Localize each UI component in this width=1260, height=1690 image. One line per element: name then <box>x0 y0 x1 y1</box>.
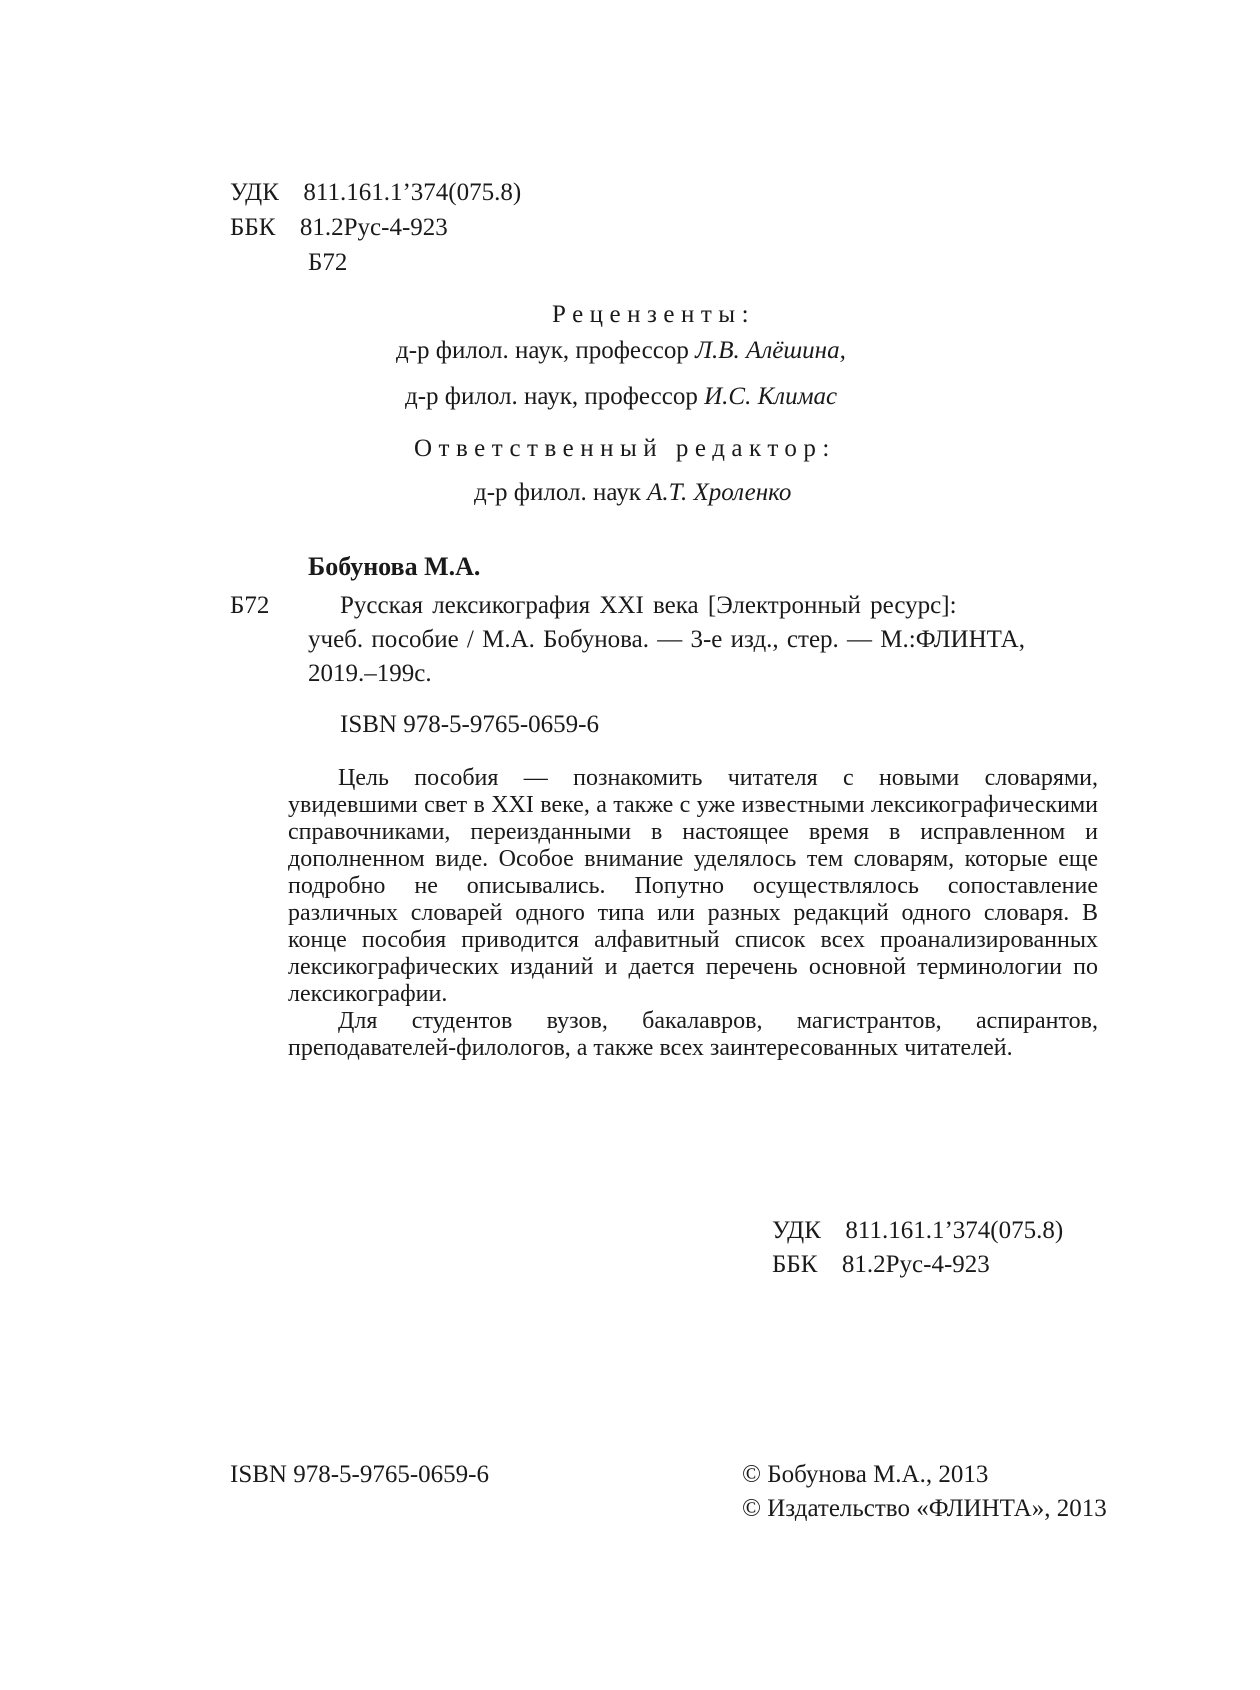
udk-top <box>230 180 521 205</box>
editor-prefix: д-р филол. наук <box>474 479 641 506</box>
bbk-bottom <box>772 1252 990 1277</box>
record-mark: Б72 <box>230 592 270 619</box>
editor-heading: Ответственный редактор: <box>414 435 836 462</box>
record-line-3: 2019.–199с. <box>308 660 432 687</box>
copyright-publisher: © Издательство «ФЛИНТА», 2013 <box>742 1495 1107 1522</box>
reviewer-2-prefix: д-р филол. наук, профессор <box>405 383 698 410</box>
reviewer-1-prefix: д-р филол. наук, профессор <box>396 337 689 364</box>
editor-name: А.Т. Хроленко <box>647 479 792 506</box>
reviewer-2-name: И.С. Климас <box>704 383 838 410</box>
record-line-1: Русская лексикография XXI века [Электронный ресурс]: <box>340 592 957 619</box>
reviewer-1-name: Л.В. Алёшина, <box>695 337 846 364</box>
bbk-top <box>230 215 448 240</box>
bbk-label: ББК <box>230 214 276 241</box>
reviewer-1 <box>396 338 846 363</box>
abstract <box>288 765 1098 1062</box>
bbk-value: 81.2Рус-4-923 <box>299 214 448 241</box>
footer-isbn: ISBN 978-5-9765-0659-6 <box>230 1461 490 1488</box>
record-author: Бобунова М.А. <box>308 552 481 581</box>
record-line-2: учеб. пособие / М.А. Бобунова. — 3-е изд., стер. — М.:ФЛИНТА, <box>308 626 1025 653</box>
editor <box>474 480 791 505</box>
abstract-paragraph-1: Цель пособия — познакомить читателя с новыми словарями, увидевшими свет в XXI веке, а также с уже известными лексикографическими справочниками, переизданными в настоящее время в исправленном и дополненном виде. Особое внимание уделялось тем словарям, которые еще подробно не описывались. Попутно осуществлялось сопоставление различных словарей одного типа или разных редакций одного словаря. В конце пособия приводится алфавитный список всех проанализированных лексикографических изданий и дается перечень основной терминологии по лексикографии. <box>288 765 1098 1007</box>
bbk-label: ББК <box>772 1251 818 1278</box>
author-mark-top: Б72 <box>308 249 348 276</box>
reviewer-2 <box>405 384 837 409</box>
udk-label: УДК <box>230 179 279 206</box>
record-isbn: ISBN 978-5-9765-0659-6 <box>340 711 600 738</box>
bbk-value: 81.2Рус-4-923 <box>841 1251 990 1278</box>
abstract-paragraph-2: Для студентов вузов, бакалавров, магистрантов, аспирантов, преподавателей-филологов, а также всех заинтересованных читателей. <box>288 1008 1098 1061</box>
copyright-author: © Бобунова М.А., 2013 <box>742 1461 989 1488</box>
udk-label: УДК <box>772 1217 821 1244</box>
udk-value: 811.161.1’374(075.8) <box>303 179 522 206</box>
udk-bottom <box>772 1218 1063 1243</box>
reviewers-heading: Рецензенты: <box>552 301 756 328</box>
udk-value: 811.161.1’374(075.8) <box>845 1217 1064 1244</box>
